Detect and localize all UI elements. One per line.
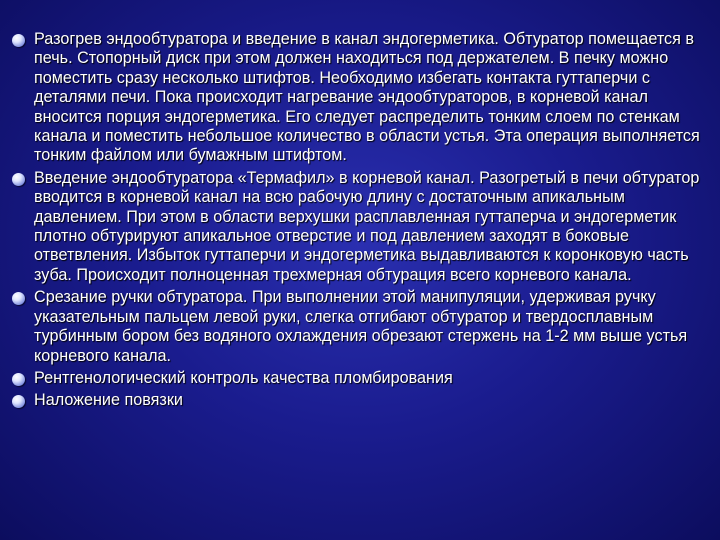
bullet-circle-icon — [12, 34, 25, 47]
bullet-text: Срезание ручки обтуратора. При выполнении этой манипуляции, удерживая ручку указательным пальцем левой руки, слегка отгибают обтуратор и твердосплавным турбинным бором без водяного охлаждения обрезают стержень на 1-2 мм выше устья корневого канала. — [34, 288, 688, 365]
bullet-item-heating — [10, 30, 706, 166]
bullet-text: Разогрев эндообтуратора и введение в канал эндогерметика. Обтуратор помещается в печь. Стопорный диск при этом должен находиться под держателем. В печку можно поместить сразу несколько штифтов. Необходимо избегать контакта гуттаперчи с деталями печи. Пока происходит нагревание эндообтураторов, в корневой канал вносится порция эндогерметика. Его следует распределить тонким слоем по стенкам канала и поместить небольшое количество в области устья. Эта операция выполняется тонким файлом или бумажным штифтом. — [34, 30, 700, 165]
bullet-item-cutting — [10, 288, 706, 366]
bullet-circle-icon — [12, 292, 25, 305]
bullet-list — [10, 30, 706, 411]
bullet-circle-icon — [12, 395, 25, 408]
bullet-circle-icon — [12, 173, 25, 186]
bullet-item-dressing — [10, 391, 706, 410]
bullet-item-xray-control — [10, 369, 706, 388]
bullet-text: Введение эндообтуратора «Термафил» в корневой канал. Разогретый в печи обтуратор вводится в корневой канал на всю рабочую длину с достаточным апикальным давлением. При этом в области верхушки расплавленная гуттаперча и эндогерметик плотно обтурируют апикальное отверстие и под давлением заходят в боковые ответвления. Избыток гуттаперчи и эндогерметика выдавливаются к коронковую часть зуба. Происходит полноценная трехмерная обтурация всего корневого канала. — [34, 168, 700, 284]
bullet-circle-icon — [12, 373, 25, 386]
bullet-text: Наложение повязки — [34, 391, 183, 410]
bullet-item-insertion — [10, 169, 706, 285]
bullet-text: Рентгенологический контроль качества пломбирования — [34, 368, 453, 387]
